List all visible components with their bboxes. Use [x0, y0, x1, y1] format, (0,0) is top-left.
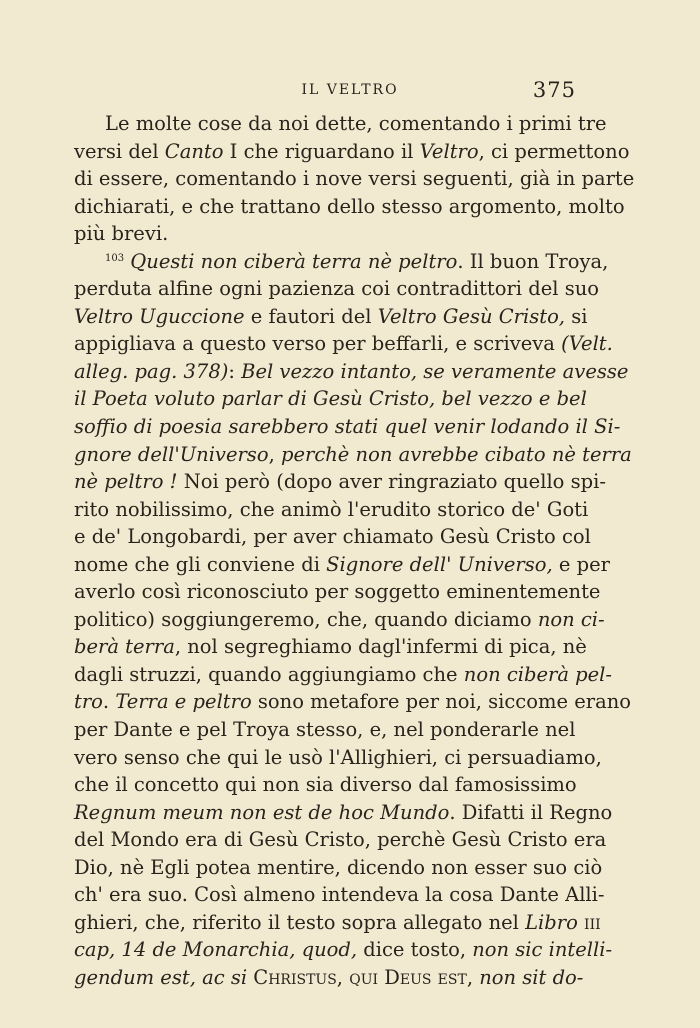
text-span: tro [74, 690, 103, 714]
text-span: Signore dell' Universo, [326, 552, 553, 576]
text-span: Veltro Uguccione [74, 304, 245, 328]
text-span: Noi però (dopo aver ringraziato quello spi- [177, 470, 606, 494]
text-span: averlo così riconosciuto per soggetto eminentemente [74, 580, 601, 604]
text-span: sono metafore per noi, siccome erano [251, 690, 631, 714]
text-line [74, 413, 621, 441]
text-span: Veltro [419, 139, 479, 163]
text-span: e fautori del [244, 304, 378, 328]
text-span: più brevi. [74, 222, 169, 246]
text-line [74, 330, 613, 358]
text-span: soffio di poesia sarebbero stati quel venir lodando il Si- [74, 415, 621, 439]
text-span: . Difatti il Regno [449, 800, 613, 824]
text-span: nè peltro ! [74, 470, 178, 494]
text-span: e de' Longobardi, per aver chiamato Gesù Cristo col [74, 525, 591, 549]
text-line [74, 303, 588, 331]
text-line [74, 578, 601, 606]
text-line [74, 606, 605, 634]
text-span: qui [343, 965, 385, 989]
text-span: iii [577, 910, 601, 934]
text-span: Regnum meum non est de hoc Mundo [74, 800, 450, 824]
text-span: non ci- [537, 607, 605, 631]
running-title: IL VELTRO [301, 82, 399, 98]
text-line [74, 138, 630, 166]
text-span: perduta alfine ogni pazienza coi contradittori del suo [74, 277, 599, 301]
text-line [74, 936, 613, 964]
text-span: del Mondo era di Gesù Cristo, perchè Gesù Cristo era [74, 828, 607, 852]
text-span: Canto [164, 139, 224, 163]
text-span: vero senso che qui le usò l'Allighieri, ci persuadiamo, [74, 745, 602, 769]
text-line [74, 468, 606, 496]
text-span: Veltro Gesù Cristo, [377, 304, 566, 328]
text-span: (Velt. [561, 332, 613, 356]
text-span: che il concetto qui non sia diverso dal famosissimo [74, 773, 577, 797]
text-line [74, 496, 589, 524]
text-line [74, 385, 587, 413]
text-span: . [102, 690, 116, 714]
text-line [74, 110, 607, 138]
text-span: dagli struzzi, quando aggiungiamo che [74, 662, 464, 686]
text-span: di essere, comentando i nove versi seguenti, già in parte [74, 167, 635, 191]
text-span: dichiarati, e che trattano dello stesso argomento, molto [74, 194, 625, 218]
text-span: berà terra [74, 635, 175, 659]
text-span: gnore dell'Universo [74, 442, 269, 466]
text-span: politico) soggiungeremo, che, quando diciamo [74, 607, 538, 631]
text-line [74, 826, 607, 854]
text-span: Dio, nè Egli potea mentire, dicendo non esser suo ciò [74, 855, 603, 879]
text-line [74, 165, 635, 193]
text-span: ghieri, che, riferito il testo sopra allegato nel [74, 910, 526, 934]
text-span: non sit do- [473, 965, 584, 989]
text-span: . Il buon Troya, [457, 249, 609, 273]
text-span: Bel vezzo intanto, se veramente avesse [241, 359, 629, 383]
text-span: , [268, 442, 281, 466]
verse-number: 103 [105, 252, 125, 264]
text-span: Le molte cose da noi dette, comentando i primi tre [105, 112, 607, 135]
text-span: dice tosto, [357, 938, 473, 962]
page-header [0, 80, 700, 104]
page-number: 375 [532, 78, 576, 102]
text-line [74, 771, 577, 799]
text-line [74, 799, 613, 827]
text-line [74, 220, 564, 248]
text-line [74, 248, 609, 276]
text-span: versi del [74, 139, 165, 163]
text-line [74, 909, 601, 937]
text-span: appigliava a questo verso per beffarli, e scriveva [74, 332, 562, 356]
text-span: non ciberà pel- [463, 662, 612, 686]
text-span: si [565, 304, 588, 328]
text-line [74, 744, 602, 772]
text-span: Libro [525, 910, 578, 934]
text-line [74, 551, 610, 579]
text-span: , nol segreghiamo dagl'infermi di pica, nè [174, 635, 587, 659]
text-line [74, 523, 591, 551]
text-span: Christus, [247, 965, 344, 989]
text-span: il Poeta voluto parlar di Gesù Cristo, bel vezzo e bel [74, 387, 587, 411]
text-span: ch' era suo. Così almeno intendeva la cosa Dante Alli- [74, 883, 605, 907]
text-line [74, 881, 605, 909]
text-line [74, 193, 625, 221]
text-span: per Dante e pel Troya stesso, e, nel ponderarle nel [74, 718, 576, 742]
text-span: rito nobilissimo, che animò l'erudito storico de' Goti [74, 497, 589, 521]
text-span: nome che gli conviene di [74, 552, 327, 576]
text-span: alleg. pag. 378) [74, 359, 229, 383]
text-line [74, 275, 599, 303]
text-span: gendum est, ac si [74, 965, 248, 989]
text-span: Terra e peltro [115, 690, 252, 714]
text-span: : [228, 359, 242, 383]
text-line [74, 661, 612, 689]
text-line [74, 964, 584, 992]
text-line [74, 633, 587, 661]
text-span: perchè non avrebbe cibato nè terra [280, 442, 632, 466]
text-span: est, [431, 965, 474, 989]
text-line [74, 854, 603, 882]
text-span: non sic intelli- [472, 938, 613, 962]
text-line [74, 441, 632, 469]
text-span: I che riguardano il [223, 139, 420, 163]
text-span: e per [552, 552, 610, 576]
text-line [74, 358, 629, 386]
text-line [74, 688, 631, 716]
body-text [74, 110, 635, 992]
text-span: , ci permettono [478, 139, 630, 163]
text-span: cap, 14 de Monarchia, quod, [74, 938, 358, 962]
text-line [74, 716, 576, 744]
text-span: Questi non ciberà terra nè peltro [124, 249, 458, 273]
text-span: Deus [384, 965, 432, 989]
